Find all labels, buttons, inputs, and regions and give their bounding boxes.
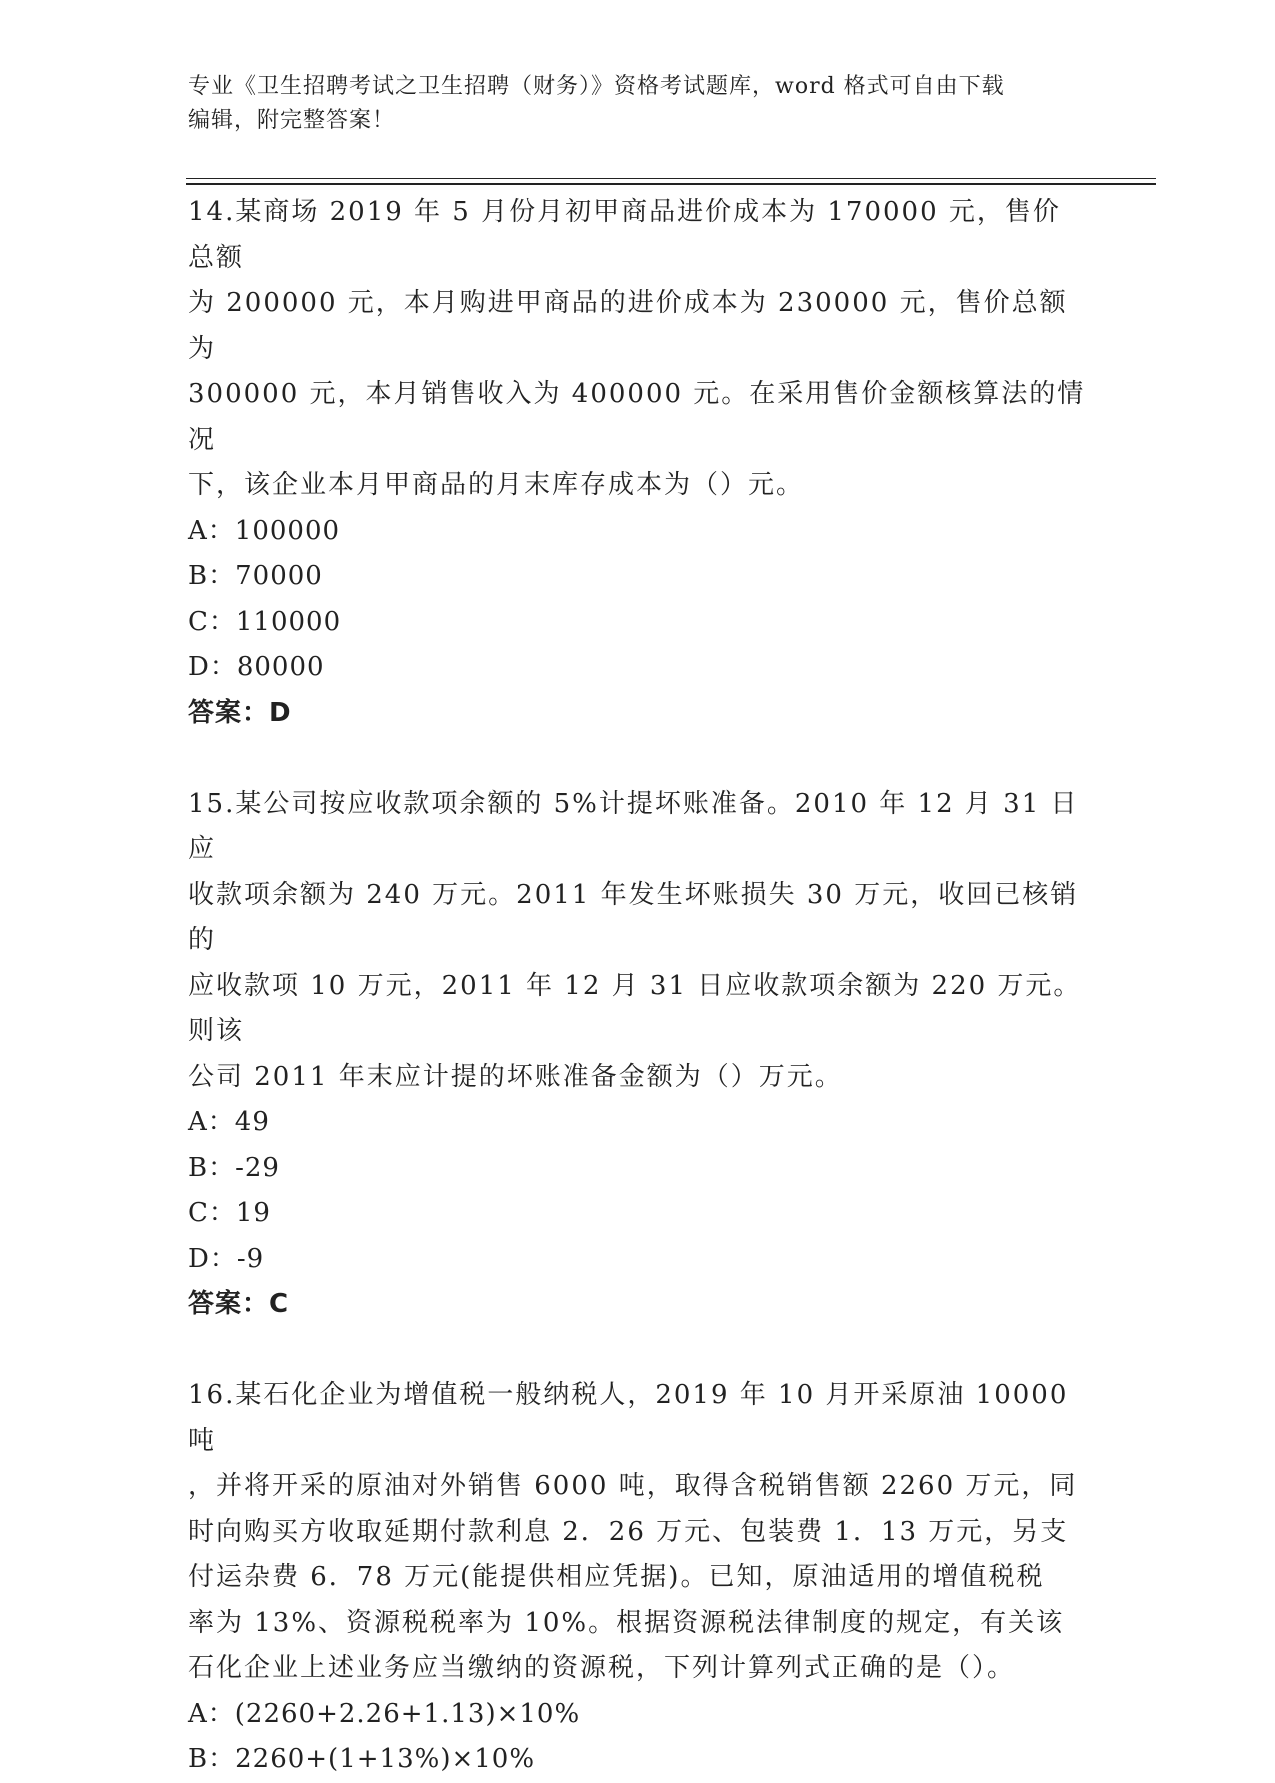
question-text-line: 16.某石化企业为增值税一般纳税人，2019 年 10 月开采原油 10000 吨 <box>188 1380 1069 1456</box>
document-header <box>188 70 1088 138</box>
question-text-line: 应收款项 10 万元，2011 年 12 月 31 日应收款项余额为 220 万元。则该 <box>188 970 1082 1046</box>
header-divider-thick <box>186 183 1156 185</box>
option-c: C：110000 <box>188 606 342 637</box>
question-list <box>188 190 1088 1783</box>
option-c: C：19 <box>188 1198 271 1228</box>
question-16 <box>188 1373 1088 1783</box>
option-a: A：100000 <box>188 515 341 546</box>
question-14 <box>188 190 1088 736</box>
question-15 <box>188 782 1088 1328</box>
header-line-2: 编辑，附完整答案！ <box>188 108 396 133</box>
question-text-line: 率为 13%、资源税税率为 10%。根据资源税法律制度的规定，有关该 <box>188 1607 1065 1638</box>
question-text-line: 付运杂费 6．78 万元(能提供相应凭据)。已知，原油适用的增值税税 <box>188 1562 1045 1592</box>
question-text-line: 收款项余额为 240 万元。2011 年发生坏账损失 30 万元，收回已核销的 <box>188 879 1079 955</box>
answer-label: 答案：D <box>188 697 292 728</box>
question-text-line: ，并将开采的原油对外销售 6000 吨，取得含税销售额 2260 万元，同 <box>188 1471 1078 1501</box>
option-b: B：2260+(1+13%)×10% <box>188 1744 536 1774</box>
question-text-line: 为 200000 元，本月购进甲商品的进价成本为 230000 元，售价总额为 <box>188 288 1068 364</box>
question-text-line: 时向购买方收取延期付款利息 2．26 万元、包装费 1．13 万元，另支 <box>188 1516 1069 1547</box>
spacer <box>188 1328 1088 1374</box>
option-d: D：-9 <box>188 1243 265 1274</box>
option-a: A：(2260+2.26+1.13)×10% <box>188 1698 581 1729</box>
header-divider-thin <box>186 178 1156 179</box>
option-b: B：-29 <box>188 1152 280 1183</box>
spacer <box>188 736 1088 782</box>
question-text-line: 300000 元，本月销售收入为 400000 元。在采用售价金额核算法的情况 <box>188 379 1086 455</box>
question-text-line: 下，该企业本月甲商品的月末库存成本为（）元。 <box>188 470 805 500</box>
option-d: D：80000 <box>188 652 325 682</box>
option-a: A：49 <box>188 1107 270 1137</box>
question-text-line: 14.某商场 2019 年 5 月份月初甲商品进价成本为 170000 元，售价总额 <box>188 197 1061 273</box>
answer-label: 答案：C <box>188 1289 290 1319</box>
question-text-line: 15.某公司按应收款项余额的 5%计提坏账准备。2010 年 12 月 31 日应 <box>188 788 1079 864</box>
header-line-1: 专业《卫生招聘考试之卫生招聘（财务）》资格考试题库，word 格式可自由下载 <box>188 74 1005 99</box>
question-text-line: 公司 2011 年末应计提的坏账准备金额为（）万元。 <box>188 1061 843 1092</box>
question-text-line: 石化企业上述业务应当缴纳的资源税，下列计算列式正确的是（）。 <box>188 1653 1016 1683</box>
option-b: B：70000 <box>188 561 323 591</box>
